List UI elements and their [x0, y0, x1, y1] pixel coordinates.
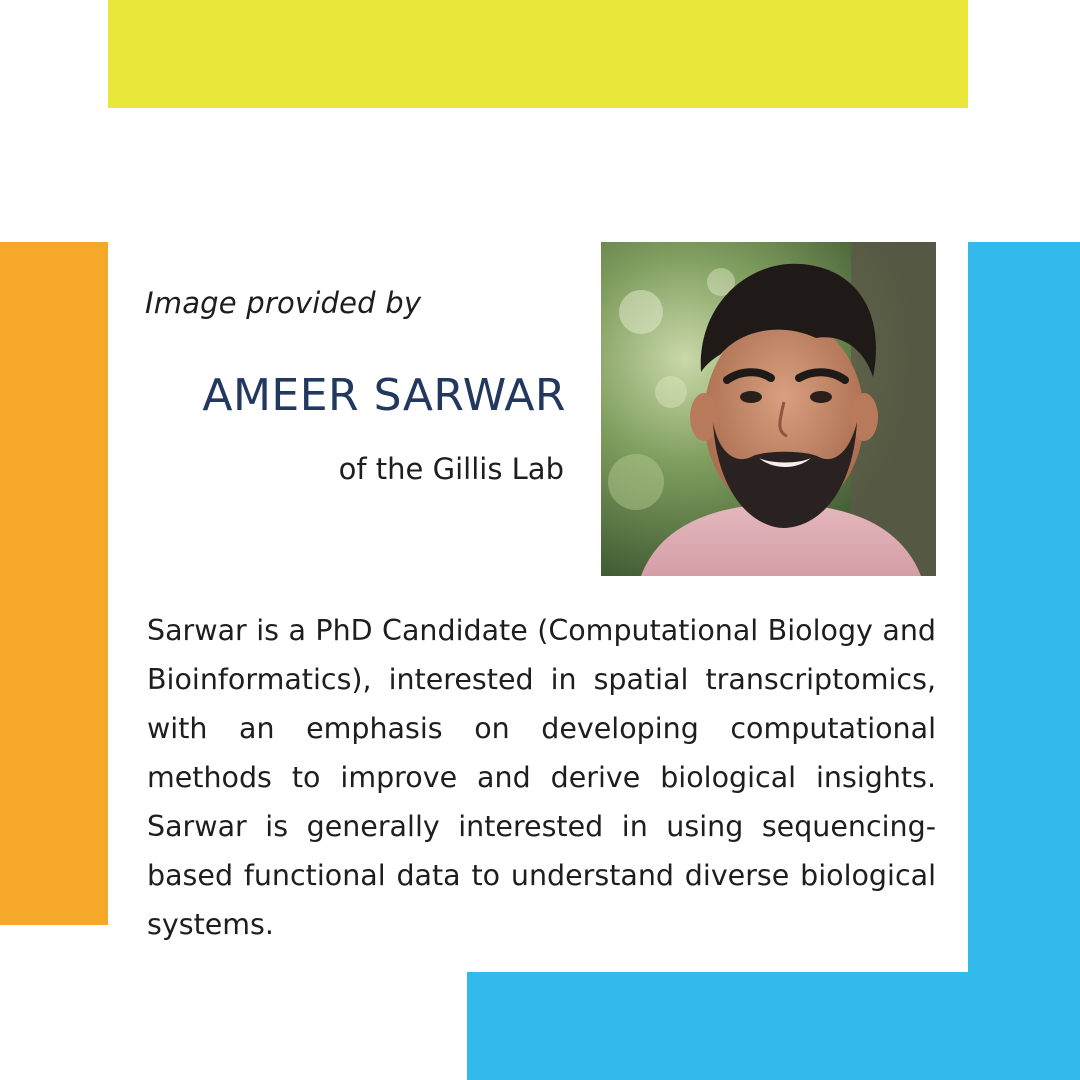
bio-paragraph: Sarwar is a PhD Candidate (Computational Biology and Bioinformatics), interested in spatial transcriptomics, with an emphasis on developing computational methods to improve and derive biological insights. Sarwar is generally interested in using sequencing-based functional data to understand diverse biological systems. — [147, 614, 936, 941]
person-name: AMEER SARWAR — [202, 370, 566, 421]
blue-accent-bar-right — [968, 242, 1080, 1080]
blue-accent-bar-bottom — [467, 972, 1080, 1080]
orange-accent-bar — [0, 242, 108, 925]
person-affiliation: of the Gillis Lab — [338, 452, 564, 486]
image-credit-label: Image provided by — [145, 286, 422, 320]
yellow-accent-bar — [108, 0, 968, 108]
portrait-photo — [601, 242, 936, 576]
